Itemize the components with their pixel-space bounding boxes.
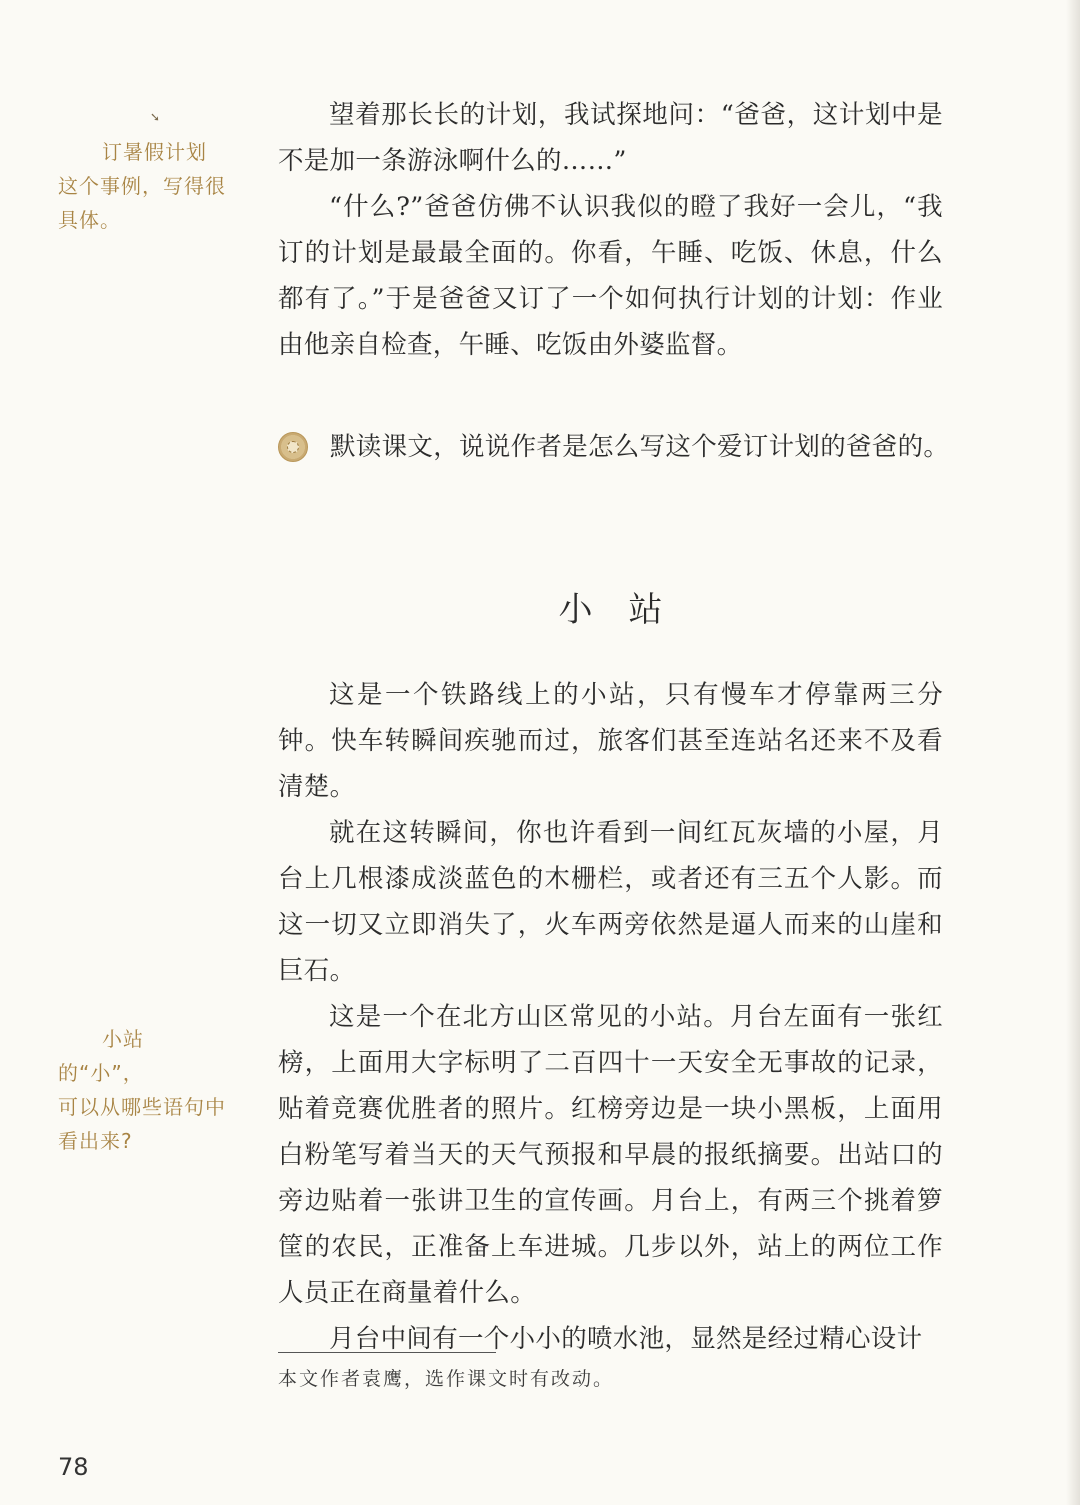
reading-task-icon <box>278 432 308 462</box>
reading-task <box>278 424 958 470</box>
margin-note-small-station <box>58 1022 228 1158</box>
lesson-body <box>278 672 943 1362</box>
paragraph: 这是一个在北方山区常见的小站。月台左面有一张红榜，上面用大字标明了二百四十一天安全无事故的记录，贴着竞赛优胜者的照片。红榜旁边是一块小黑板，上面用白粉笔写着当天的天气预报和早晨的报纸摘要。出站口的旁边贴着一张讲卫生的宣传画。月台上，有两三个挑着箩筐的农民，正准备上车进城。几步以外，站上的两位工作人员正在商量着什么。 <box>278 1002 943 1308</box>
footnote: 本文作者袁鹰，选作课文时有改动。 <box>278 1368 615 1390</box>
margin-note-line: 这个事例，写得很具体。 <box>58 174 226 232</box>
margin-note-plan <box>58 135 228 237</box>
footnote-divider <box>278 1352 496 1353</box>
margin-note-line: 订暑假计划 <box>102 140 207 164</box>
margin-note-line: 小站的“小”， <box>58 1027 144 1085</box>
lesson-title: 小站 <box>558 590 699 630</box>
paragraph: 月台中间有一个小小的喷水池，显然是经过精心设计 <box>329 1324 923 1354</box>
reading-task-text: 默读课文，说说作者是怎么写这个爱订计划的爸爸的。 <box>330 432 950 462</box>
page-number: 78 <box>58 1453 89 1481</box>
paragraph: 望着那长长的计划，我试探地问：“爸爸，这计划中是不是加一条游泳啊什么的……” <box>278 100 943 176</box>
paragraph: 就在这转瞬间，你也许看到一间红瓦灰墙的小屋，月台上几根漆成淡蓝色的木栅栏，或者还有三五个人影。而这一切又立即消失了，火车两旁依然是逼人而来的山崖和巨石。 <box>278 818 943 986</box>
margin-note-line: 可以从哪些语句中看出来? <box>58 1095 226 1153</box>
paragraph: “什么?”爸爸仿佛不认识我似的瞪了我好一会儿，“我订的计划是最最全面的。你看，午睡、吃饭、休息，什么都有了。”于是爸爸又订了一个如何执行计划的计划：作业由他亲自检查，午睡、吃饭由外婆监督。 <box>278 192 943 360</box>
page-edge-shadow <box>1066 0 1080 1505</box>
note-pointer-icon: ➘ <box>150 110 161 124</box>
passage-continuation <box>278 92 943 368</box>
paragraph: 这是一个铁路线上的小站，只有慢车才停靠两三分钟。快车转瞬间疾驰而过，旅客们甚至连站名还来不及看清楚。 <box>278 680 943 802</box>
